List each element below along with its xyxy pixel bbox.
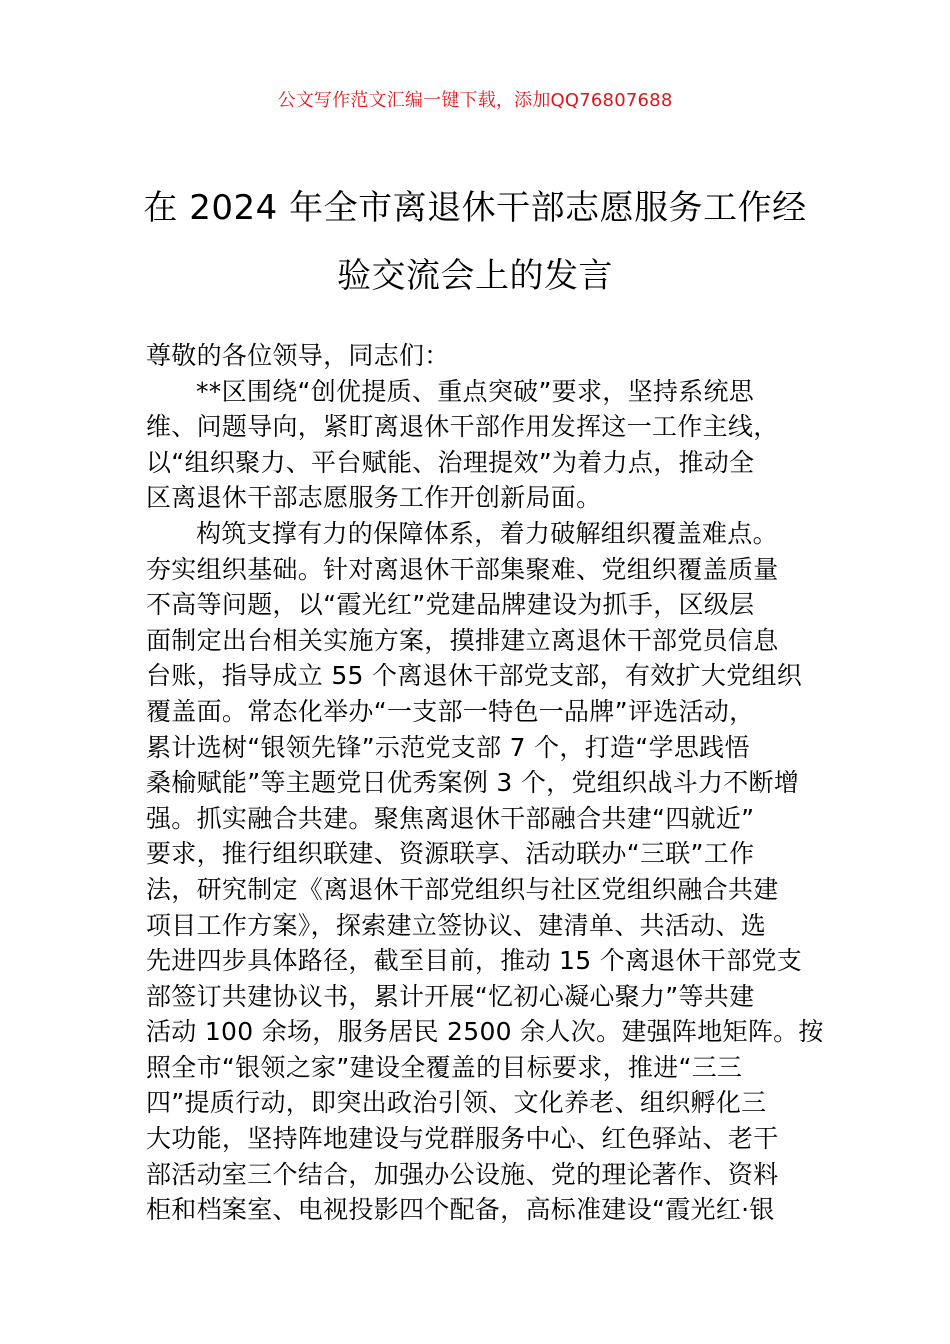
body-text-line: 夯实组织基础。针对离退休干部集聚难、党组织覆盖质量: [146, 554, 779, 584]
body-text-line: 累计选树“银领先锋”示范党支部 7 个，打造“学思践悟: [146, 732, 750, 762]
body-text-line: 部活动室三个结合，加强办公设施、党的理论著作、资料: [146, 1159, 779, 1189]
watermark-header: 公文写作范文汇编一键下载，添加QQ76807688: [277, 90, 673, 111]
body-text-line: 大功能，坚持阵地建设与党群服务中心、红色驿站、老干: [146, 1124, 779, 1154]
body-text-line: 以“组织聚力、平台赋能、治理提效”为着力点，推动全: [146, 447, 755, 477]
body-text-line: 维、问题导向，紧盯离退休干部作用发挥这一工作主线，: [146, 412, 779, 442]
body-text-line: 法，研究制定《离退休干部党组织与社区党组织融合共建: [146, 874, 779, 904]
body-text-line: 强。抓实融合共建。聚焦离退休干部融合共建“四就近”: [146, 803, 755, 833]
body-text-line: 台账，指导成立 55 个离退休干部党支部，有效扩大党组织: [146, 661, 803, 691]
body-text-line: 活动 100 余场，服务居民 2500 余人次。建强阵地矩阵。按: [146, 1017, 824, 1047]
body-text-line: 区离退休干部志愿服务工作开创新局面。: [146, 483, 602, 513]
body-text-line: 四”提质行动，即突出政治引领、文化养老、组织孵化三: [146, 1088, 767, 1118]
body-text-line: 项目工作方案》，探索建立签协议、建清单、共活动、选: [146, 910, 767, 940]
body-text-line: **区围绕“创优提质、重点突破”要求，坚持系统思: [196, 376, 755, 406]
document-body: [146, 338, 824, 1228]
body-text-line: 先进四步具体路径，截至目前，推动 15 个离退休干部党支: [146, 946, 803, 976]
body-text-line: 要求，推行组织联建、资源联享、活动联办“三联”工作: [146, 839, 755, 869]
body-text-line: 部签订共建协议书，累计开展“忆初心凝心聚力”等共建: [146, 981, 755, 1011]
body-text-line: 照全市“银领之家”建设全覆盖的目标要求，推进“三三: [146, 1052, 743, 1082]
body-text-line: 覆盖面。常态化举办“一支部一特色一品牌”评选活动，: [146, 696, 755, 726]
body-text-line: 面制定出台相关实施方案，摸排建立离退休干部党员信息: [146, 625, 779, 655]
body-text-line: 不高等问题，以“霞光红”党建品牌建设为抓手，区级层: [146, 590, 755, 620]
body-text-line: 构筑支撑有力的保障体系，着力破解组织覆盖难点。: [196, 518, 778, 548]
body-text-line: 桑榆赋能”等主题党日优秀案例 3 个，党组织战斗力不断增: [146, 768, 800, 798]
document-title-line-2: 验交流会上的发言: [337, 256, 613, 296]
body-text-line: 柜和档案室、电视投影四个配备，高标准建设“霞光红·银: [146, 1195, 775, 1225]
body-text-line: 尊敬的各位领导，同志们：: [146, 341, 450, 370]
document-title-line-1: 在 2024 年全市离退休干部志愿服务工作经: [143, 188, 807, 228]
